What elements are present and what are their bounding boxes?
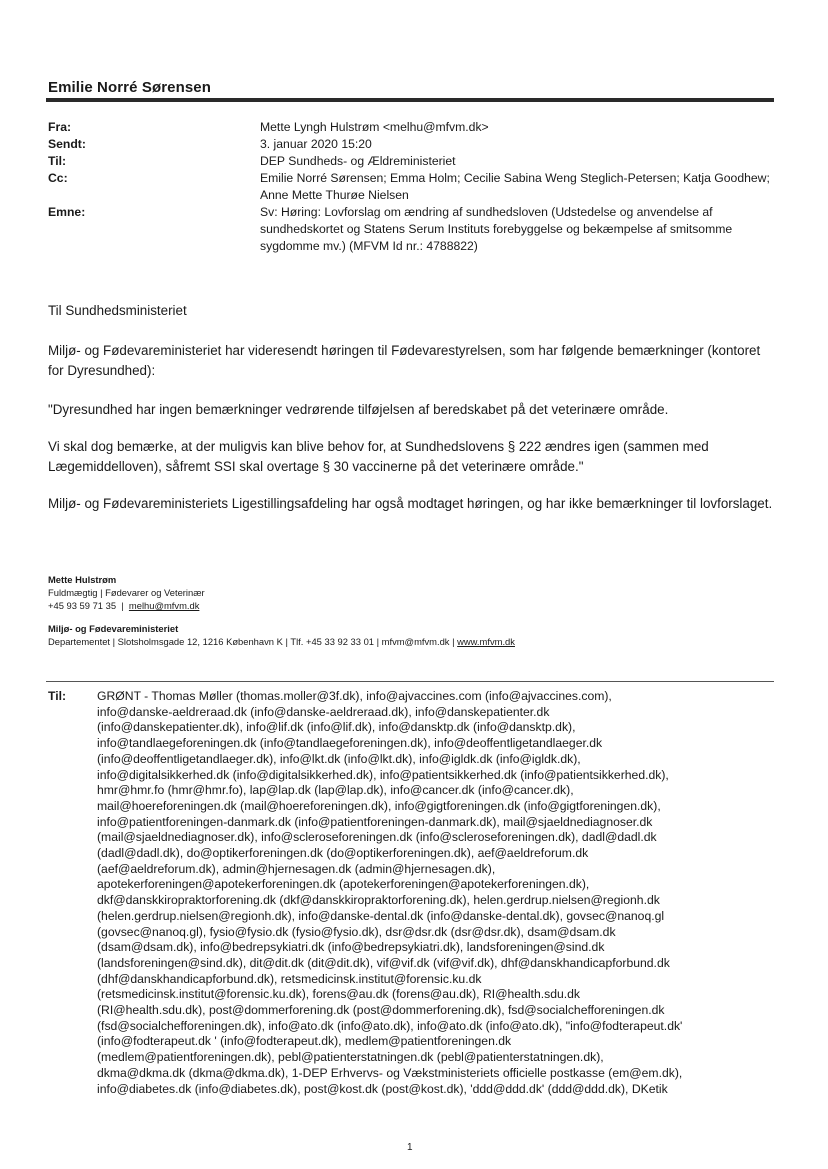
meta-label: Cc: [48, 171, 68, 185]
email-body [48, 301, 778, 528]
body-paragraph: Miljø- og Fødevareministeriets Ligestillingsafdeling har også modtaget høringen, og har ikke bemærkninger til lovforslaget. [48, 496, 773, 511]
recipients-label: Til: [48, 689, 67, 703]
meta-label: Til: [48, 154, 67, 168]
meta-label: Sendt: [48, 137, 86, 151]
recipient-line: (dhf@danskhandicapforbund.dk), retsmedicinsk.institut@forensic.ku.dk [97, 971, 482, 986]
section-rule [46, 681, 774, 682]
email-signature [48, 573, 778, 648]
body-paragraph: Miljø- og Fødevareministeriet har videresendt høringen til Fødevarestyrelsen, som har følgende bemærkninger (kontoret for Dyresundhed): [48, 343, 761, 378]
meta-value: Emilie Norré Sørensen; Emma Holm; Cecilie Sabina Weng Steglich-Petersen; Katja Goodhew; Anne Mette Thurøe Nielsen [260, 171, 770, 202]
recipient-line: (helen.gerdrup.nielsen@regionh.dk), info@danske-dental.dk (info@danske-dental.dk), govsec@nanoq.gl [97, 908, 665, 923]
recipient-line: (info@danskepatienter.dk), info@lif.dk (info@lif.dk), info@dansktp.dk (info@dansktp.dk), [97, 720, 576, 735]
recipient-line: info@tandlaegeforeningen.dk (info@tandlaegeforeningen.dk), info@deoffentligetandlaeger.dk [97, 736, 603, 751]
recipient-line: (retsmedicinsk.institut@forensic.ku.dk), forens@au.dk (forens@au.dk), RI@health.sdu.dk [97, 987, 581, 1002]
recipient-line: (dsam@dsam.dk), info@bedrepsykiatri.dk (info@bedrepsykiatri.dk), landsforeningen@sind.dk [97, 940, 605, 955]
signature-name: Mette Hulstrøm [48, 574, 117, 585]
recipient-line: (aef@aeldreforum.dk), admin@hjernesagen.dk (admin@hjernesagen.dk), [97, 861, 496, 876]
recipient-line: GRØNT - Thomas Møller (thomas.moller@3f.dk), info@ajvaccines.com (info@ajvaccines.com), [97, 689, 612, 703]
recipient-line: mail@hoereforeningen.dk (mail@hoereforeningen.dk), info@gigtforeningen.dk (info@gigtforeningen.dk), [97, 798, 661, 813]
recipient-line: info@danske-aeldreraad.dk (info@danske-aeldreraad.dk), info@danskepatienter.dk [97, 704, 550, 719]
signature-address [48, 635, 778, 648]
recipient-line: (landsforeningen@sind.dk), dit@dit.dk (dit@dit.dk), vif@vif.dk (vif@vif.dk), dhf@danskhandicapforbund.dk [97, 955, 670, 970]
body-paragraph: "Dyresundhed har ingen bemærkninger vedrørende tilføjelsen af beredskabet på det veterinære område. [48, 402, 669, 417]
recipient-line: dkf@danskkiropraktorforening.dk (dkf@danskkiropraktorforening.dk), helen.gerdrup.nielsen@regionh.dk [97, 893, 660, 908]
recipient-line: (RI@health.sdu.dk), post@dommerforening.dk (post@dommerforening.dk), fsd@socialchefforeningen.dk [97, 1003, 665, 1018]
recipients-list [97, 689, 777, 1097]
meta-value: Mette Lyngh Hulstrøm <melhu@mfvm.dk> [260, 120, 489, 134]
body-paragraph: Vi skal dog bemærke, at der muligvis kan blive behov for, at Sundhedslovens § 222 ændres igen (sammen med Lægemiddelloven), såfremt SSI skal overtage § 30 vaccinerne på det veterinære område." [48, 439, 709, 474]
email-meta [48, 119, 778, 255]
recipient-line: hmr@hmr.fo (hmr@hmr.fo), lap@lap.dk (lap@lap.dk), info@cancer.dk (info@cancer.dk), [97, 783, 574, 798]
signature-title: Fuldmægtig | Fødevarer og Veterinær [48, 587, 205, 598]
meta-label: Emne: [48, 205, 86, 219]
meta-value: DEP Sundheds- og Ældreministeriet [260, 154, 456, 168]
meta-row-from [48, 119, 778, 136]
meta-row-to [48, 153, 778, 170]
recipient-line: (govsec@nanoq.gl), fysio@fysio.dk (fysio@fysio.dk), dsr@dsr.dk (dsr@dsr.dk), dsam@dsam.dk [97, 924, 616, 939]
page-number: 1 [407, 1142, 413, 1153]
signature-address-text: Departementet | Slotsholmsgade 12, 1216 København K | Tlf. +45 33 92 33 01 | mfvm@mfvm.dk | [48, 636, 458, 647]
recipient-line: info@digitalsikkerhed.dk (info@digitalsikkerhed.dk), info@patientsikkerhed.dk (info@patientsikkerhed.dk), [97, 767, 669, 782]
meta-value: 3. januar 2020 15:20 [260, 137, 372, 151]
recipient-line: dkma@dkma.dk (dkma@dkma.dk), 1-DEP Erhvervs- og Vækstministeriets officielle postkasse (em@em.dk), [97, 1065, 683, 1080]
header-rule [46, 98, 774, 102]
meta-row-cc [48, 170, 778, 204]
signature-separator: | [121, 600, 124, 611]
meta-row-sent [48, 136, 778, 153]
recipient-line: (fsd@socialchefforeningen.dk), info@ato.dk (info@ato.dk), info@ato.dk (info@ato.dk), "info@fodterapeut.dk' [97, 1018, 683, 1033]
recipient-line: info@diabetes.dk (info@diabetes.dk), post@kost.dk (post@kost.dk), 'ddd@ddd.dk' (ddd@ddd.dk), DKetik [97, 1081, 668, 1096]
body-greeting: Til Sundhedsministeriet [48, 303, 187, 318]
recipient-line: info@patientforeningen-danmark.dk (info@patientforeningen-danmark.dk), mail@sjaeldnediagnoser.dk [97, 814, 653, 829]
recipient-line: (info@deoffentligetandlaeger.dk), info@lkt.dk (info@lkt.dk), info@igldk.dk (info@igldk.dk), [97, 751, 581, 766]
sender-name: Emilie Norré Sørensen [48, 79, 211, 96]
meta-value: Sv: Høring: Lovforslag om ændring af sundhedsloven (Udstedelse og anvendelse af sundhedskortet og Statens Serum Instituts forebyggelse og bekæmpelse af smitsomme sygdomme mv.) (MFVM Id nr.: 4788822) [260, 205, 733, 253]
signature-website-link[interactable]: www.mfvm.dk [457, 636, 515, 647]
signature-phone: +45 93 59 71 35 [48, 600, 117, 611]
recipient-line: apotekerforeningen@apotekerforeningen.dk (apotekerforeningen@apotekerforeningen.dk), [97, 877, 590, 892]
meta-label: Fra: [48, 120, 72, 134]
signature-contact [48, 599, 778, 612]
recipient-line: (dadl@dadl.dk), do@optikerforeningen.dk (do@optikerforeningen.dk), aef@aeldreforum.dk [97, 846, 589, 861]
meta-row-subject [48, 204, 778, 255]
recipient-line: (info@fodterapeut.dk ' (info@fodterapeut.dk), medlem@patientforeningen.dk [97, 1034, 512, 1049]
signature-org: Miljø- og Fødevareministeriet [48, 623, 179, 634]
recipient-line: (mail@sjaeldnediagnoser.dk), info@scleroseforeningen.dk (info@scleroseforeningen.dk), dadl@dadl.dk [97, 830, 657, 845]
signature-email-link[interactable]: melhu@mfvm.dk [128, 600, 200, 611]
recipient-line: (medlem@patientforeningen.dk), pebl@patienterstatningen.dk (pebl@patienterstatningen.dk), [97, 1050, 604, 1065]
